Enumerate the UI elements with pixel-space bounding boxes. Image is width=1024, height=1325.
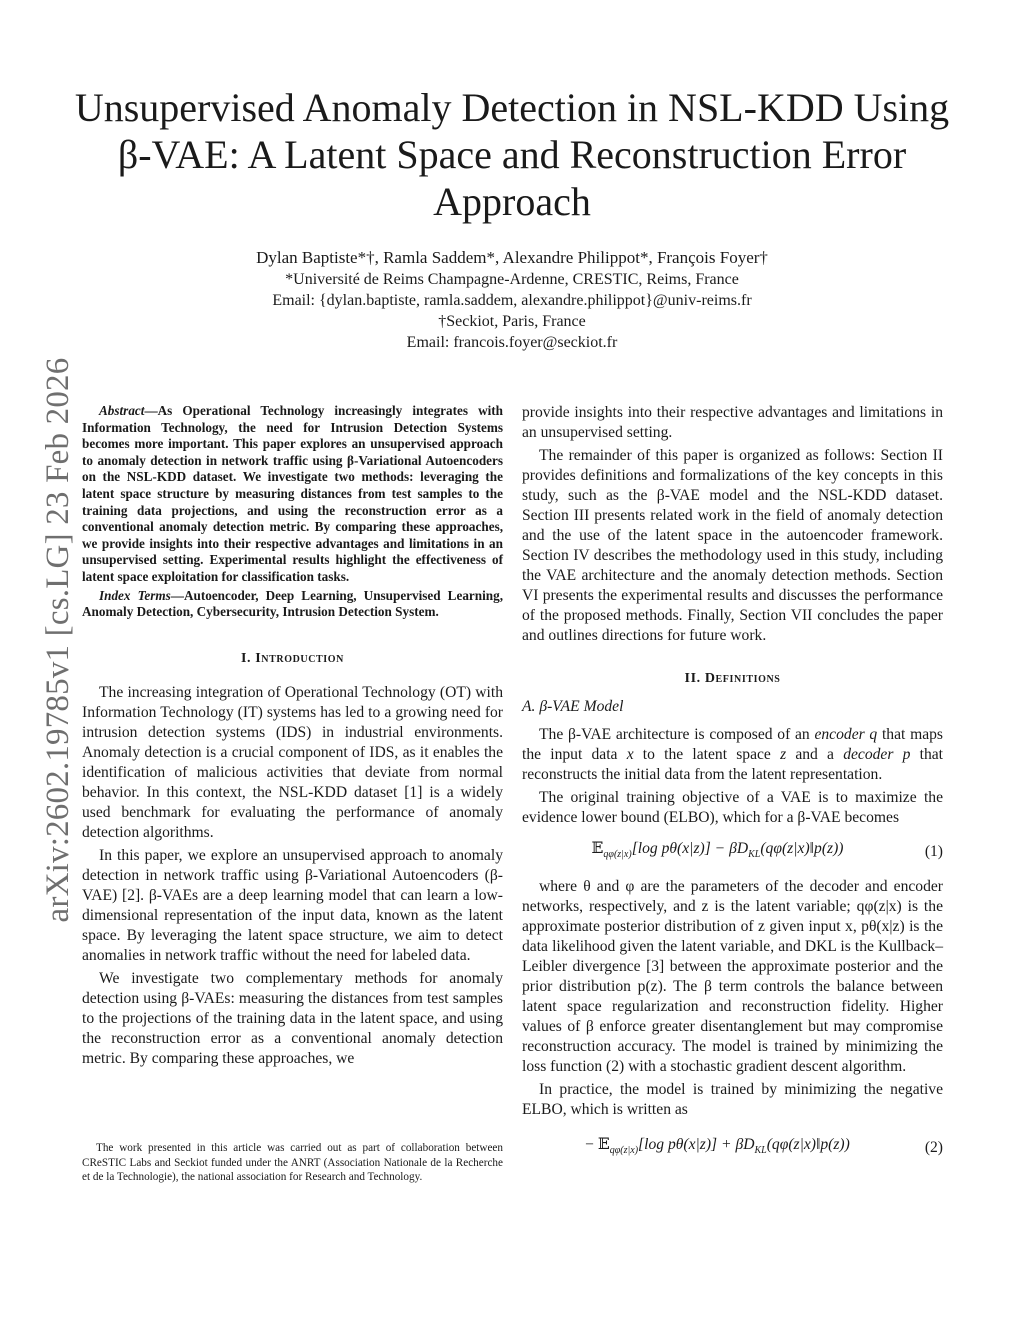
email-seckiot: Email: francois.foyer@seckiot.fr (406, 334, 618, 351)
intro-paragraph-2: In this paper, we explore an unsupervised approach to anomaly detection in network traffic using β-Variational Autoencoders (β-VAE) [2]. β-VAEs are a deep learning model that can learn a low-dimensional representation of the input data, known as the latent space. By leveraging the latent space structure, we aim to detect anomalies in network traffic without the need for labeled data. (82, 846, 503, 964)
intro-paragraph-1: The increasing integration of Operational Technology (OT) with Information Technology (IT) systems has led to a growing need for intrusion detection systems (IDS) in industrial environments. Anomaly detection is a crucial component of IDS, as it enables the identification of malicious activities that deviate from normal behavior. In this context, the NSL-KDD dataset [1] is a widely used benchmark for evaluating the performance of anomaly detection algorithms. (82, 683, 503, 841)
intro-paragraph-3: We investigate two complementary methods for anomaly detection using β-VAEs: measuring the distances from test samples to the projections of the training data in the latent space, and using the reconstruction error as a conventional anomaly detection metric. By comparing these approaches, we (82, 969, 503, 1067)
abstract-text: —As Operational Technology increasingly integrates with Information Technology, the need for Intrusion Detection Systems becomes more important. This paper explores an unsupervised approach to anomaly detection in network traffic using β-Variational Autoencoders on the NSL-KDD dataset. We investigate two methods: leveraging the latent space structure by measuring distances from test samples to the training data projections, and using the reconstruction error as a conventional anomaly detection metric. By comparing these approaches, we provide insights into their respective advantages and limitations in an unsupervised setting. Experimental results highlight the effectiveness of latent space exploitation for classification tasks. (82, 403, 503, 584)
intro-paragraph-3-continued: provide insights into their respective advantages and limitations in an unsupervised setting. (522, 404, 943, 441)
footnote: The work presented in this article was carried out as part of collaboration between CReSTIC Labs and Seckiot funded under the ANRT (Association Nationale de la Recherche et de la Technologie), the national association for Research and Technology. (82, 1142, 503, 1184)
equation-2-expression: − 𝔼$_{q\varphi(z|x)}$[log $p\theta(x|z)] + \beta D_{KL}(q\varphi(z|x)‖p(z))$ (585, 1136, 850, 1157)
affiliation-reims: *Université de Reims Champagne-Ardenne, CRESTIC, Reims, France (285, 271, 739, 288)
author-block (130, 247, 894, 353)
equation-2 (522, 1135, 943, 1161)
abstract-label: Abstract (99, 403, 145, 418)
vae-paragraph-3: where θ and φ are the parameters of the decoder and encoder networks, respectively, and z is the latent variable; qφ(z|x) is the approximate posterior distribution of z given input x, pθ(x|z) is the data likelihood given the latent variable, and DKL is the Kullback–Leibler divergence [3] between the approximate posterior and the prior distribution p(z). The β term controls the balance between latent space regularization and reconstruction fidelity. Higher values of β enforce greater disentanglement but may compromise reconstruction accuracy. The model is trained by minimizing the loss function (2) with a stochastic gradient descent algorithm. (522, 878, 943, 1076)
section-heading-introduction: I. Introduction (240, 650, 344, 666)
index-terms-label: Index Terms (99, 587, 171, 603)
authors: Dylan Baptiste*†, Ramla Saddem*, Alexandre Philippot*, François Foyer† (256, 248, 768, 267)
equation-1-expression: 𝔼$_{q\varphi(z|x)}$[log $p\theta(x|z)] - \beta D_{KL}(q\varphi(z|x)‖p(z))$ (591, 840, 844, 861)
subsection-heading-beta-vae: A. β-VAE Model (522, 698, 624, 715)
email-reims: Email: {dylan.baptiste, ramla.saddem, alexandre.philippot}@univ-reims.fr (272, 292, 752, 309)
organization-paragraph: The remainder of this paper is organized as follows: Section II provides definitions and formalizations of the key concepts in this study, such as the β-VAE model and the NSL-KDD dataset. Section III presents related work in the field of anomaly detection and the use of the latent space in the autoencoder framework. Section IV describes the methodology used in this study, including the VAE architecture and the anomaly detection methods. Section VI presents the experimental results and discusses the performance of the proposed methods. Finally, Section VII concludes the paper and outlines directions for future work. (522, 447, 943, 644)
vae-paragraph-4: In practice, the model is trained by minimizing the negative ELBO, which is written as (522, 1081, 943, 1119)
index-terms (82, 588, 503, 621)
index-terms-text: —Autoencoder, Deep Learning, Unsupervised Learning, Anomaly Detection, Cybersecurity, Intrusion Detection System. (82, 587, 503, 620)
affiliation-seckiot: †Seckiot, Paris, France (438, 313, 586, 330)
equation-1 (522, 839, 943, 865)
left-column (82, 403, 503, 1072)
vae-paragraph-1: The β-VAE architecture is composed of an encoder q that maps the input data x to the latent space z and a decoder p that reconstructs the initial data from the latent representation. (522, 726, 943, 783)
equation-2-number: (2) (924, 1139, 943, 1157)
paper-title: Unsupervised Anomaly Detection in NSL-KDD Using β-VAE: A Latent Space and Reconstruction Error Approach (74, 85, 950, 224)
right-column (522, 403, 943, 1161)
equation-1-number: (1) (924, 843, 943, 861)
section-heading-definitions: II. Definitions (684, 671, 781, 686)
vae-paragraph-2: The original training objective of a VAE is to maximize the evidence lower bound (ELBO), which for a β-VAE becomes (522, 789, 943, 826)
arxiv-stamp: arXiv:2602.19785v1 [cs.LG] 23 Feb 2026 (40, 357, 76, 923)
abstract (82, 403, 503, 586)
